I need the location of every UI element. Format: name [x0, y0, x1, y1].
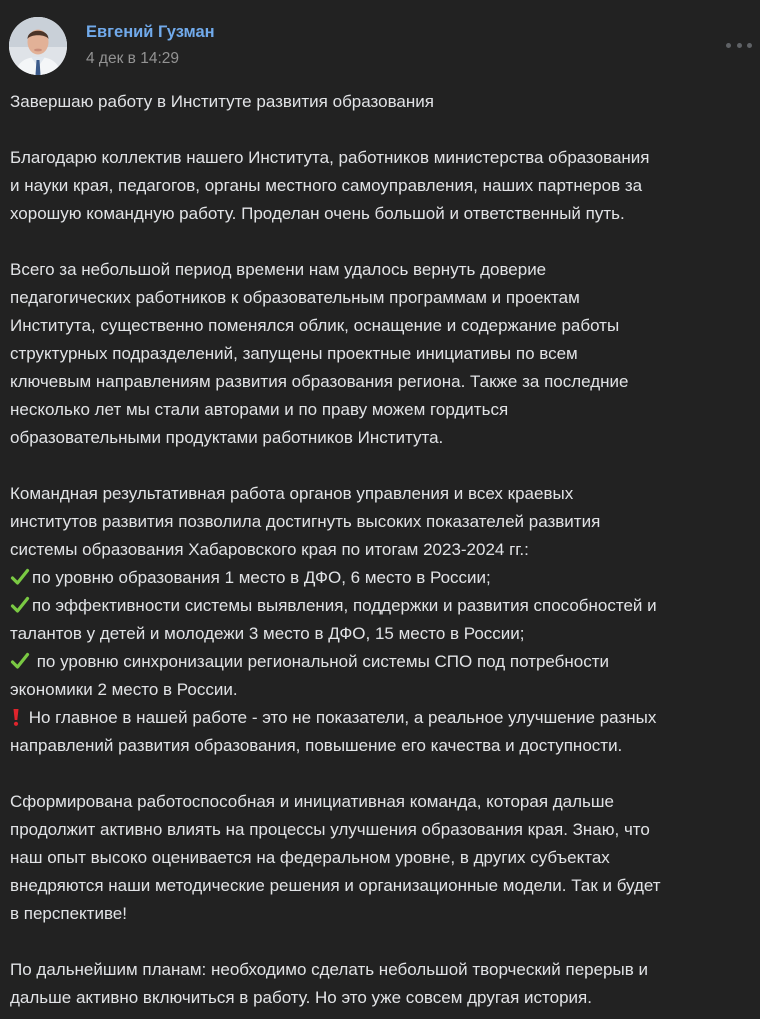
list-item [10, 564, 758, 592]
text-line: институтов развития позволила достигнуть высоких показателей развития [10, 512, 601, 531]
list-item [10, 704, 758, 732]
more-options-icon[interactable] [726, 37, 752, 53]
text-line: Командная результативная работа органов управления и всех краевых [10, 484, 574, 503]
text-line: Сформирована работоспособная и инициативная команда, которая дальше [10, 792, 614, 811]
text-line: внедряются наши методические решения и организационные модели. Так и будет [10, 876, 661, 895]
text-line: экономики 2 место в России. [10, 680, 238, 699]
text-line: талантов у детей и молодежи 3 место в ДФО, 15 место в России; [10, 624, 525, 643]
text-line: Всего за небольшой период времени нам удалось вернуть доверие [10, 260, 547, 279]
text-line: системы образования Хабаровского края по итогам 2023-2024 гг.: [10, 540, 529, 559]
list-item [10, 592, 758, 620]
list-item-text: по эффективности системы выявления, поддержки и развития способностей и [32, 596, 657, 615]
text-line: несколько лет мы стали авторами и по праву можем гордиться [10, 400, 509, 419]
text-line: наш опыт высоко оценивается на федеральном уровне, в других субъектах [10, 848, 610, 867]
text-line: хорошую командную работу. Проделан очень большой и ответственный путь. [10, 204, 625, 223]
text-line: ключевым направлениям развития образования региона. Также за последние [10, 372, 629, 391]
text-line: в перспективе! [10, 904, 127, 923]
text-line: направлений развития образования, повышение его качества и доступности. [10, 736, 623, 755]
list-item-text: по уровню синхронизации региональной системы СПО под потребности [32, 652, 610, 671]
text-line: Института, существенно поменялся облик, оснащение и содержание работы [10, 316, 620, 335]
text-line: образовательными продуктами работников Института. [10, 428, 444, 447]
text-line: структурных подразделений, запущены проектные инициативы по всем [10, 344, 578, 363]
author-name-link[interactable]: Евгений Гузман [86, 23, 215, 41]
list-item-text: Но главное в нашей работе - это не показатели, а реальное улучшение разных [24, 708, 657, 727]
exclamation-icon [10, 707, 22, 727]
check-mark-icon [10, 651, 30, 671]
post-date[interactable]: 4 дек в 14:29 [86, 50, 180, 67]
list-item [10, 648, 758, 676]
text-line: Завершаю работу в Институте развития образования [10, 92, 434, 111]
text-line: Благодарю коллектив нашего Института, работников министерства образования [10, 148, 650, 167]
check-mark-icon [10, 567, 30, 587]
post-text [10, 88, 758, 1012]
text-line: и науки края, педагогов, органы местного самоуправления, наших партнеров за [10, 176, 643, 195]
text-line: дальше активно включиться в работу. Но это уже совсем другая история. [10, 988, 592, 1007]
post-header [9, 17, 760, 77]
list-item-text: по уровню образования 1 место в ДФО, 6 место в России; [32, 568, 491, 587]
text-line: По дальнейшим планам: необходимо сделать небольшой творческий перерыв и [10, 960, 648, 979]
text-line: педагогических работников к образовательным программам и проектам [10, 288, 580, 307]
author-avatar[interactable] [9, 17, 67, 75]
text-line: продолжит активно влиять на процессы улучшения образования края. Знаю, что [10, 820, 650, 839]
avatar-photo-icon [9, 17, 67, 75]
check-mark-icon [10, 595, 30, 615]
